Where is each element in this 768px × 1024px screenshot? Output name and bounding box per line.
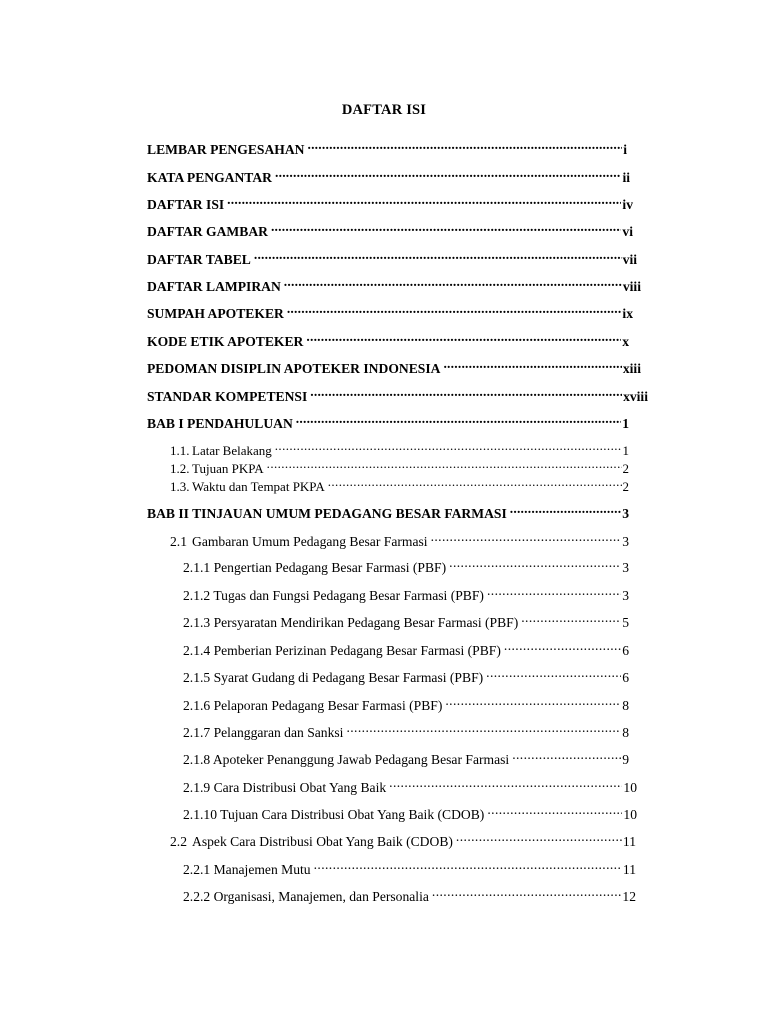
dot-leader [443,360,621,373]
toc-entry-page-number: 10 [623,807,637,822]
dot-leader [487,587,621,600]
toc-entry[interactable] [183,587,629,605]
toc-entry[interactable] [147,305,633,323]
dot-leader [227,196,621,209]
toc-entry-page-number: 6 [622,643,629,658]
toc-entry-label: Tujuan PKPA [192,461,264,476]
dot-leader [449,559,621,572]
toc-entry-page-number: 3 [622,534,629,549]
dot-leader [287,305,622,318]
toc-entry-label: DAFTAR GAMBAR [147,224,268,239]
toc-entry-page-number: x [622,334,629,349]
toc-entry[interactable] [183,888,636,906]
toc-entry-page-number: 8 [622,698,629,713]
toc-entry-page-number: 8 [622,725,629,740]
toc-entry-page-number: 12 [622,889,636,904]
toc-entry-page-number: 3 [622,588,629,603]
toc-entry-page-number: vi [622,224,633,239]
toc-entry-page-number: 6 [622,670,629,685]
toc-entry-label: LEMBAR PENGESAHAN [147,142,305,157]
dot-leader [275,442,622,455]
dot-leader [310,388,622,401]
dot-leader [504,642,621,655]
dot-leader [431,533,622,546]
toc-entry-page-number: 11 [622,834,636,849]
toc-entry[interactable] [183,861,636,879]
dot-leader [487,806,622,819]
toc-entry-page-number: 5 [622,615,629,630]
toc-entry-page-number: 3 [622,560,629,575]
toc-entry-page-number: ii [622,170,630,185]
dot-leader [284,278,622,291]
dot-leader [296,415,621,428]
toc-entry[interactable] [170,478,629,496]
dot-leader [271,223,621,236]
toc-entry-label: SUMPAH APOTEKER [147,306,284,321]
toc-entry-page-number: ix [622,306,633,321]
toc-entry[interactable] [147,333,629,351]
toc-entry[interactable] [183,724,629,742]
toc-entry-label: BAB II TINJAUAN UMUM PEDAGANG BESAR FARMASI [147,506,507,521]
toc-entry[interactable] [183,669,629,687]
toc-entry[interactable] [183,806,637,824]
dot-leader [521,614,621,627]
toc-entry[interactable] [147,251,637,269]
toc-entry[interactable] [183,697,629,715]
toc-entry[interactable] [147,141,627,159]
dot-leader [486,669,621,682]
toc-entry-page-number: 1 [622,416,629,431]
toc-entry-label: Gambaran Umum Pedagang Besar Farmasi [192,534,428,549]
toc-entry-label: 2.1.3 Persyaratan Mendirikan Pedagang Besar Farmasi (PBF) [183,615,519,630]
toc-entry[interactable] [147,505,629,523]
toc-entry-page-number: 9 [622,752,629,767]
toc-entry-number: 2.1 [170,534,187,549]
toc-entry[interactable] [183,751,629,769]
toc-entry[interactable] [183,559,629,577]
toc-entry-page-number: viii [622,279,641,294]
toc-entry[interactable] [147,169,630,187]
toc-entry-label: 2.1.9 Cara Distribusi Obat Yang Baik [183,780,387,795]
toc-entry-label: KATA PENGANTAR [147,170,272,185]
dot-leader [306,333,621,346]
toc-entry[interactable] [147,223,633,241]
toc-entry[interactable] [183,779,637,797]
toc-entry-page-number: 11 [622,862,636,877]
dot-leader [389,779,622,792]
dot-leader [432,888,622,901]
toc-entry-label: 2.1.5 Syarat Gudang di Pedagang Besar Farmasi (PBF) [183,670,484,685]
toc-entry-page-number: i [623,142,627,157]
toc-entry-page-number: xiii [622,361,641,376]
dot-leader [275,169,621,182]
toc-entry-number: 2.2 [170,834,187,849]
toc-entry-page-number: 1 [622,443,629,458]
toc-entry[interactable] [183,614,629,632]
toc-entry-label: STANDAR KOMPETENSI [147,389,308,404]
toc-entry-label: Waktu dan Tempat PKPA [192,479,325,494]
toc-entry-page-number: iv [622,197,633,212]
toc-entry-label: DAFTAR TABEL [147,252,251,267]
toc-entry-number: 1.2. [170,461,190,476]
toc-entry-label: 2.1.4 Pemberian Perizinan Pedagang Besar Farmasi (PBF) [183,643,501,658]
toc-entry-label: 2.1.2 Tugas dan Fungsi Pedagang Besar Farmasi (PBF) [183,588,484,603]
toc-entry[interactable] [170,533,629,551]
toc-entry[interactable] [170,442,629,460]
toc-entry[interactable] [170,833,636,851]
toc-entry-label: PEDOMAN DISIPLIN APOTEKER INDONESIA [147,361,441,376]
toc-entry-page-number: vii [622,252,637,267]
dot-leader [267,460,622,473]
toc-entry[interactable] [183,642,629,660]
dot-leader [328,478,622,491]
toc-entry-label: DAFTAR ISI [147,197,225,212]
toc-entry-page-number: 2 [622,479,629,494]
dot-leader [307,141,622,154]
toc-entry-label: 2.1.8 Apoteker Penanggung Jawab Pedagang Besar Farmasi [183,752,510,767]
dot-leader [445,697,621,710]
dot-leader [510,505,621,518]
toc-entry-label: 2.2.2 Organisasi, Manajemen, dan Personalia [183,889,429,904]
toc-entry-label: DAFTAR LAMPIRAN [147,279,281,294]
dot-leader [456,833,622,846]
toc-entry-number: 1.3. [170,479,190,494]
toc-entry-label: 2.1.1 Pengertian Pedagang Besar Farmasi (PBF) [183,560,447,575]
toc-entry-label: Latar Belakang [192,443,272,458]
toc-entry-label: 2.1.10 Tujuan Cara Distribusi Obat Yang Baik (CDOB) [183,807,485,822]
toc-entry-page-number: 10 [623,780,637,795]
toc-entry[interactable] [147,196,633,214]
toc-entry[interactable] [147,278,641,296]
toc-entry[interactable] [147,388,648,406]
dot-leader [346,724,621,737]
toc-entry-page-number: 2 [622,461,629,476]
toc-entry[interactable] [147,360,641,378]
toc-entry-number: 1.1. [170,443,190,458]
dot-leader [512,751,621,764]
toc-entry-label: 2.1.6 Pelaporan Pedagang Besar Farmasi (PBF) [183,698,443,713]
toc-entry-label: 2.2.1 Manajemen Mutu [183,862,311,877]
toc-entry-label: 2.1.7 Pelanggaran dan Sanksi [183,725,344,740]
toc-entry-label: Aspek Cara Distribusi Obat Yang Baik (CDOB) [192,834,453,849]
toc-entry-page-number: xviii [623,389,648,404]
toc-entry-page-number: 3 [622,506,629,521]
toc-entry[interactable] [170,460,629,478]
dot-leader [314,861,622,874]
toc-entry[interactable] [147,415,629,433]
dot-leader [254,251,622,264]
toc-entry-label: BAB I PENDAHULUAN [147,416,293,431]
page-title: DAFTAR ISI [341,102,427,118]
toc-entry-label: KODE ETIK APOTEKER [147,334,304,349]
